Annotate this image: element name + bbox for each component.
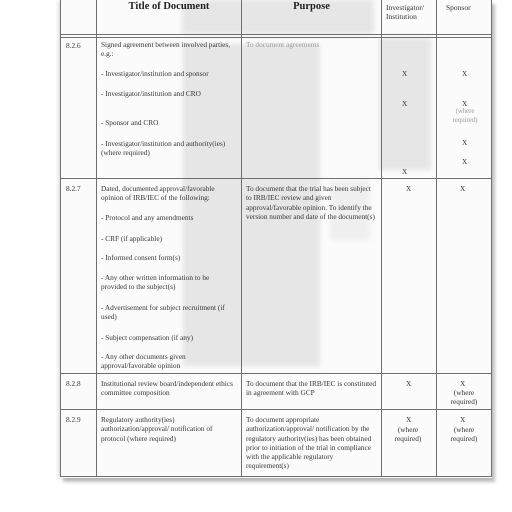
row-purpose: To document that the IRB/IEC is constituted in agreement with GCP: [246, 379, 377, 398]
investigator-note: (where required): [394, 425, 422, 444]
list-item: - Subject compensation (if any): [101, 333, 193, 342]
sponsor-mark: X: [462, 157, 468, 166]
sponsor-mark: X: [460, 184, 466, 193]
list-item: - Investigator/institution and sponsor: [101, 69, 209, 78]
row-title: Signed agreement between involved parties, e.g.:: [101, 40, 231, 59]
investigator-mark: X: [406, 379, 412, 388]
header-purpose: Purpose: [293, 1, 330, 12]
sponsor-note: (where required): [452, 108, 478, 124]
investigator-mark: X: [406, 415, 412, 424]
list-item: - Advertisement for subject recruitment (if used): [101, 303, 225, 322]
row-number: 8.2.7: [66, 184, 81, 193]
sponsor-mark: X: [462, 138, 468, 147]
row-number: 8.2.8: [66, 379, 81, 388]
header-title: Title of Document: [128, 1, 210, 12]
investigator-mark: X: [402, 167, 408, 176]
list-item: - CRF (if applicable): [101, 234, 162, 243]
row-number: 8.2.6: [66, 41, 81, 50]
sponsor-note: (where required): [450, 425, 478, 444]
row-title: Regulatory authority(ies) authorization/approval/ notification of protocol (where required): [101, 415, 213, 443]
sponsor-note: (where required): [450, 388, 478, 407]
sponsor-mark: X: [462, 99, 468, 108]
row-title: Dated, documented approval/favorable opinion of IRB/IEC of the following:: [101, 184, 215, 203]
list-item: - Any other written information to be provided to the subject(s): [101, 273, 210, 292]
investigator-mark: X: [406, 184, 412, 193]
row-title: Institutional review board/independent ethics committee composition: [101, 379, 233, 398]
row-purpose: To document appropriate authorization/approval/ notification by the regulatory authority(ies) has been obtained prior to initiation of the trial in compliance with the applicable regulatory requirement(s): [246, 415, 372, 471]
list-item: - Informed consent form(s): [101, 253, 181, 262]
sponsor-mark: X: [460, 415, 466, 424]
sponsor-mark: X: [460, 379, 466, 388]
list-item: - Any other documents given approval/favorable opinion: [101, 352, 186, 371]
row-purpose: To document agreements: [246, 40, 320, 49]
list-item: - Protocol and any amendments: [101, 213, 194, 222]
investigator-mark: X: [402, 69, 408, 78]
list-item: - Sponsor and CRO: [101, 118, 159, 127]
header-investigator: Investigator/ Institution: [386, 3, 424, 21]
row-purpose: To document that the trial has been subject to IRB/IEC review and given approval/favorable opinion. To identify the version number and date of the document(s): [246, 184, 375, 221]
list-item: - Investigator/institution and CRO: [101, 89, 201, 98]
row-number: 8.2.9: [66, 415, 81, 424]
investigator-mark: X: [402, 99, 408, 108]
list-item: - Investigator/institution and authority(ies) (where required): [101, 139, 226, 158]
header-sponsor: Sponsor: [446, 3, 471, 12]
sponsor-mark: X: [462, 69, 468, 78]
